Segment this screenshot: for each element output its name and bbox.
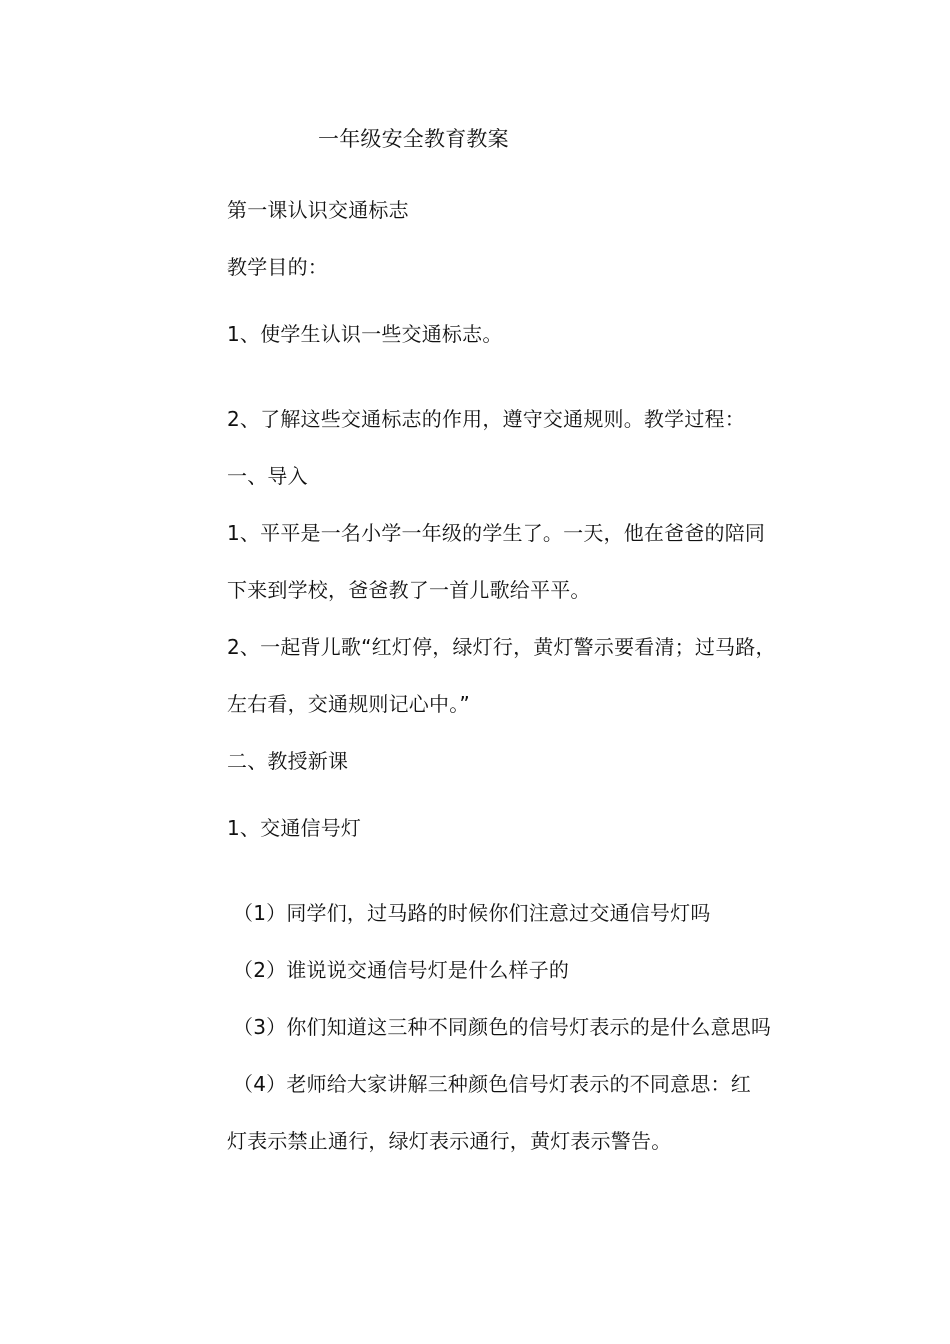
- intro-paragraph-2-line-2: 左右看，交通规则记心中。”: [227, 692, 470, 716]
- question-item-4: （4）老师给大家讲解三种颜色信号灯表示的不同意思：红: [233, 1072, 751, 1096]
- intro-paragraph-1-line-1: 1、平平是一名小学一年级的学生了。一天，他在爸爸的陪同: [227, 521, 766, 545]
- goal-heading: 教学目的：: [227, 255, 328, 279]
- subsection-traffic-lights: 1、交通信号灯: [227, 816, 362, 840]
- intro-paragraph-2-line-1: 2、一起背儿歌“红灯停，绿灯行，黄灯警示要看清；过马路，: [227, 635, 776, 659]
- lesson-title: 第一课认识交通标志: [227, 198, 409, 222]
- question-item-3: （3）你们知道这三种不同颜色的信号灯表示的是什么意思吗: [233, 1015, 772, 1039]
- question-item-1: （1）同学们，过马路的时候你们注意过交通信号灯吗: [233, 901, 711, 925]
- intro-paragraph-1-line-2: 下来到学校，爸爸教了一首儿歌给平平。: [227, 578, 591, 602]
- question-item-4-continuation: 灯表示禁止通行，绿灯表示通行，黄灯表示警告。: [227, 1129, 672, 1153]
- goal-item-1: 1、使学生认识一些交通标志。: [227, 322, 503, 346]
- goal-item-2: 2、了解这些交通标志的作用，遵守交通规则。教学过程：: [227, 407, 745, 431]
- section-heading-intro: 一、导入: [227, 464, 308, 488]
- document-title: 一年级安全教育教案: [318, 127, 509, 151]
- section-heading-new-lesson: 二、教授新课: [227, 749, 349, 773]
- question-item-2: （2）谁说说交通信号灯是什么样子的: [233, 958, 570, 982]
